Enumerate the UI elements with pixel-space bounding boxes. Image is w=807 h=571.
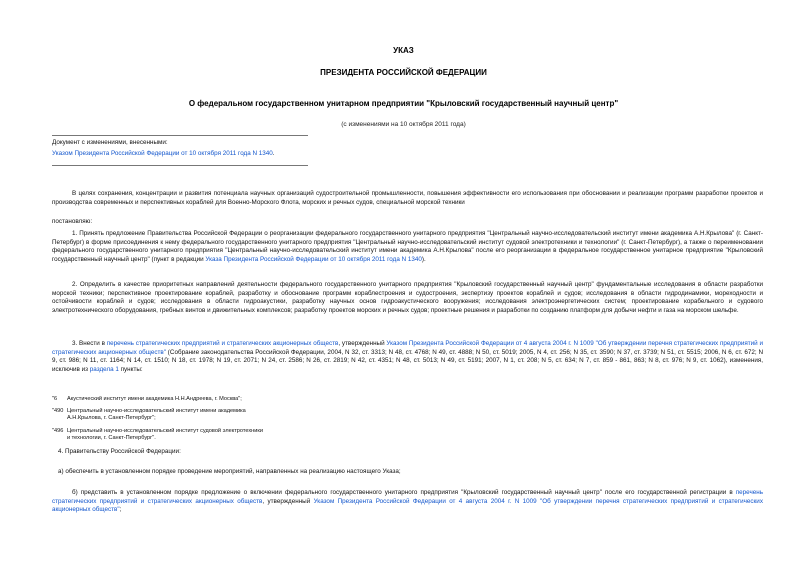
changes-top-rule (52, 135, 308, 136)
excluded-item-number: "490 (52, 408, 64, 414)
amendment-note: (с изменениями на 10 октября 2011 года) (341, 121, 466, 128)
strategic-list-link[interactable]: перечень стратегических предприятий и стратегических акционерных обществ (106, 340, 339, 347)
item-4a-paragraph: а) обеспечить в установленном порядке проведение мероприятий, направленных на реализацию настоящего Указа; (58, 468, 401, 475)
item-3-paragraph (52, 340, 763, 374)
changes-bottom-rule (52, 165, 308, 166)
changes-link-end: . (272, 150, 275, 157)
doc-title: О федеральном государственном унитарном предприятии "Крыловский государственный научный центр" (188, 99, 619, 108)
item-1-end: ). (421, 255, 426, 263)
intro-paragraph: В целях сохранения, концентрации и развития потенциала научных организаций судостроительной промышленности, повышения эффективности его использования при обосновании и реализации программ разработки проектов и производства современных и перспективных кораблей для Военно-Морского Флота, морских и речных судов, специальной морской техники (52, 190, 763, 206)
excluded-item-text: Центральный научно-исследовательский институт имени академика А.Н.Крылова, г. Санкт-Петербург"; (67, 408, 246, 422)
item-4b-paragraph (52, 489, 763, 515)
issuer-heading: ПРЕЗИДЕНТА РОССИЙСКОЙ ФЕДЕРАЦИИ (320, 68, 487, 77)
item-3-text-2: , утвержденный (338, 340, 387, 347)
item-3-text-1: 3. Внести в (72, 340, 107, 347)
changes-link-line (52, 150, 352, 159)
changes-heading: Документ с изменениями, внесенными: (52, 139, 168, 146)
excluded-item-text: Акустический институт имени академика Н.Н.Андреева, г. Москва"; (67, 396, 242, 402)
item-1-decree-link[interactable]: Указа Президента Российской Федерации от 10 октября 2011 года N 1340 (205, 255, 422, 263)
changes-decree-link[interactable]: Указом Президента Российской Федерации от 10 октября 2011 года N 1340 (52, 150, 273, 157)
item-4b-text-2: , утвержденный (262, 497, 314, 505)
postanovlyayu: постановляю: (52, 218, 93, 225)
item-3-text-3: (Собрание законодательства Российской Федерации, 2004, N 32, ст. 3313; N 48, ст. 4768; N 49, ст. 4888; N 50, ст. 5019; 2005, N 4, ст. 256; N 35, ст. 3590; N 37, ст. 3739; N 51, ст. 5515; 2006, N 6, ст. 672; N 9, ст. 986; N 11, ст. 1164; N 14, ст. 1510; N 18, ст. 1978; N 19, ст. 2071; N 24, ст. 2586; N 26, ст. 2819; N 42, ст. 4351; N 48, ст. 5013; N 49, ст. 5191; 2007, N 1, ст. 208; N 5, ст. 634; N 7, ст. 859 - 861, 863; N 8, ст. 976; N 9, ст. 1062), изменения, исключив из (52, 348, 763, 373)
excluded-item-number: "496 (52, 428, 64, 434)
strategic-list-link-2[interactable]: перечень стратегических предприятий и стратегических акционерных обществ (52, 489, 763, 505)
excluded-item-text: Центральный научно-исследовательский институт судовой электротехники и технологии, г. Санкт-Петербург". (67, 428, 263, 442)
item-4b-text-1: б) представить в установленном порядке предложение о включении федерального государственного унитарного предприятия "Крыловский государственный научный центр" после его государственной регистрации в (72, 489, 736, 496)
item-1-paragraph (52, 230, 763, 264)
item-2-paragraph: 2. Определить в качестве приоритетных направлений деятельности федерального государственного унитарного предприятия "Крыловский государственный научный центр" фундаментальные исследования в области разработки морской техники; перспективное проектирование кораблей, разработку и обоснование программ кораблестроения и судостроения, экспертизу проектов кораблей и судов; исследования в области гидродинамики, мореходности и остойчивости кораблей и судов; исследования в области гидроакустики, разработку научных основ гидроакустического вооружения; исследования электроэнергетических систем; проектирование корабельного и судового электротехнического оборудования, гребных винтов и движительных комплексов; разработку проектов морских и речных судов; проектные решения и разработки по созданию платформ для добычи нефти и газа на морском шельфе. (52, 281, 763, 314)
item-4-heading: 4. Правительству Российской Федерации: (58, 448, 181, 455)
decree-1009-link-2[interactable]: Указом Президента Российской Федерации от 4 августа 2004 г. N 1009 "Об утверждении перечня стратегических предприятий и стратегических акционерных обществ" (52, 497, 763, 514)
item-3-text-4: пункты: (118, 365, 143, 373)
section-1-link[interactable]: раздела 1 (89, 365, 119, 373)
decree-1009-link[interactable]: Указом Президента Российской Федерации от 4 августа 2004 г. N 1009 "Об утверждении перечня стратегических предприятий и стратегических акционерных обществ" (52, 340, 764, 356)
item-4b-text-3: ; (119, 506, 122, 514)
excluded-item-number: "6 (52, 396, 58, 402)
item-1-text: 1. Принять предложение Правительства Российской Федерации о реорганизации федерального государственного унитарного предприятия "Центральный научно-исследовательский институт имени академика А.Н.Крылова" (г. Санкт-Петербург) в форме присоединения к нему федерального государственного унитарного предприятия "Центральный научно-исследовательский институт судовой электротехники и технологии" (г. Санкт-Петербург), а также о переименовании федерального государственного унитарного предприятия "Центральный научно-исследовательский институт имени академика А.Н.Крылова" после его реорганизации в федеральное государственное унитарное предприятие "Крыловский государственный научный центр" (пункт в редакции (52, 230, 763, 263)
doc-type: УКАЗ (393, 46, 414, 55)
